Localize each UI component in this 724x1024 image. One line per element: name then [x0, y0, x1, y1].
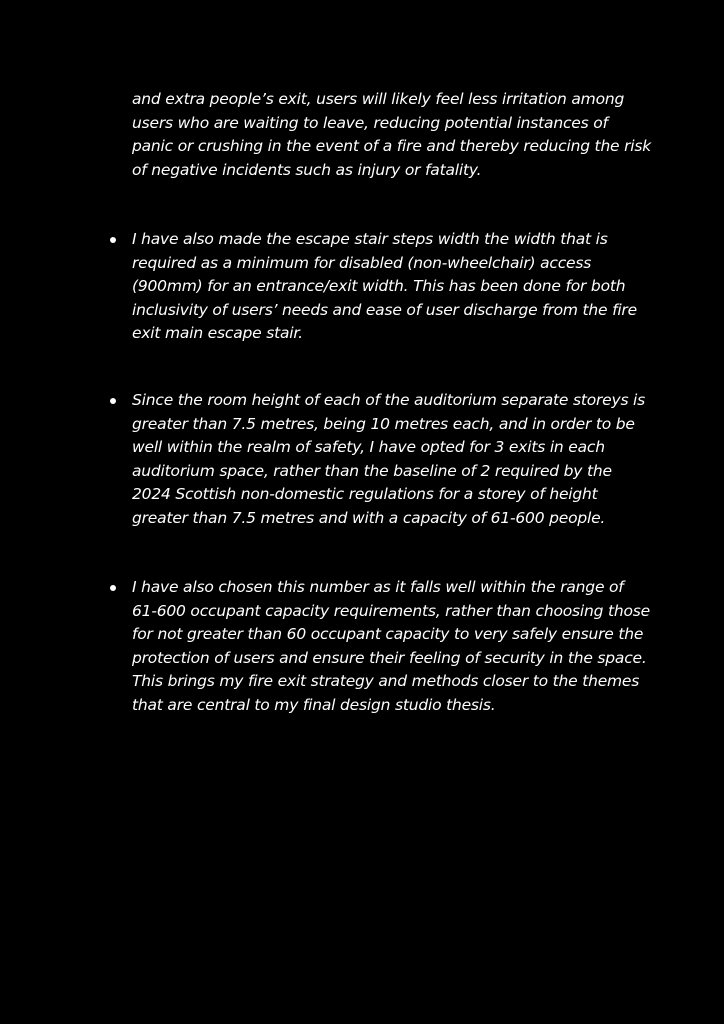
bullet-paragraph-capacity-range: I have also chosen this number as it falls well within the range of 61-600 occupant capacity requirements, rather than choosing those for not greater than 60 occupant capacity to very safely ensure the protection of users and ensure their feeling of security in the space. This brings my fire exit strategy and methods closer to the themes that are central to my final design studio thesis. — [132, 578, 650, 714]
bullet-dot-icon — [110, 237, 116, 243]
bullet-paragraph-exit-count: Since the room height of each of the auditorium separate storeys is greater than 7.5 metres, being 10 metres each, and in order to be well within the realm of safety, I have opted for 3 exits in each auditorium space, rather than the baseline of 2 required by the 2024 Scottish non-domestic regulations for a storey of height greater than 7.5 metres and with a capacity of 61-600 people. — [132, 391, 646, 527]
bullet-dot-icon — [110, 398, 116, 404]
lead-paragraph: and extra people’s exit, users will likely feel less irritation among users who are waiting to leave, reducing potential instances of panic or crushing in the event of a fire and thereby reducing the risk of negative incidents such as injury or fatality. — [132, 90, 652, 179]
bullet-paragraph-stair-width: I have also made the escape stair steps width the width that is required as a minimum for disabled (non-wheelchair) access (900mm) for an entrance/exit width. This has been done for both inclusivity of users’ needs and ease of user discharge from the fire exit main escape stair. — [132, 230, 637, 343]
bullet-dot-icon — [110, 585, 116, 591]
